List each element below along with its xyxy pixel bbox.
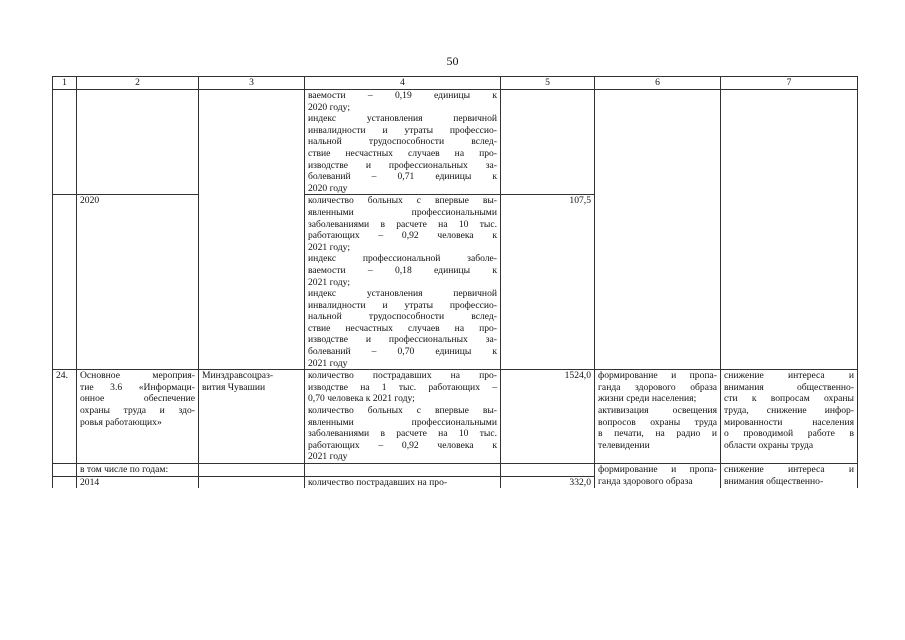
cell-text-line: изводстве и профессиональных за-	[308, 334, 497, 346]
cell-text-line: количество пострадавших на про-	[308, 476, 448, 488]
event-cell: в том числе по годам:	[77, 464, 199, 477]
cell-text-line: изводстве на 1 тыс. работающих –	[308, 381, 497, 393]
cell-text-line: заболеваниями в расчете на 10 тыс.	[308, 218, 497, 230]
row-number-cell	[53, 90, 77, 195]
row-number-cell: 24.	[53, 370, 77, 464]
cell-text-line: 2021 году	[308, 357, 348, 369]
cell-text-line: охраны труда и здо-	[80, 405, 195, 417]
result-cell	[595, 464, 721, 489]
row-number-cell	[53, 476, 77, 488]
cell-text-line: ганда здорового образа	[598, 381, 717, 393]
cell-text-line: Основное мероприя-	[80, 370, 195, 382]
amount-cell: 332,0	[501, 476, 595, 488]
event-cell	[77, 90, 199, 195]
row-number-cell	[53, 464, 77, 477]
executor-cell	[199, 464, 305, 477]
indicator-cell	[305, 195, 501, 370]
cell-text-line: индекс профессиональной заболе-	[308, 253, 497, 265]
cell-text-line: мированности населения	[724, 416, 854, 428]
indicator-cell	[305, 90, 501, 195]
page-number: 50	[446, 54, 459, 68]
cell-text-line: жизни среди населения;	[598, 393, 697, 405]
cell-text-line: 2021 году;	[308, 276, 351, 288]
cell-text-line: 2021 году;	[308, 241, 351, 253]
amount-cell: 1524,0	[501, 370, 595, 464]
header-cell-4: 4	[305, 77, 501, 90]
table-row	[53, 464, 858, 477]
indicator-cell	[305, 476, 501, 488]
table-row	[53, 90, 858, 195]
cell-text-line: онное обеспечение	[80, 393, 195, 405]
cell-text-line: внимания общественно-	[724, 475, 824, 487]
cell-text-line: о проводимой работе в	[724, 428, 854, 440]
header-cell-2: 2	[77, 77, 199, 90]
consequence-cell	[721, 370, 858, 464]
cell-text-line: работающих – 0,92 человека к	[308, 230, 497, 242]
cell-text-line: нальной трудоспособности вслед-	[308, 311, 497, 323]
cell-text-line: инвалидности и утраты профессио-	[308, 299, 497, 311]
cell-text-line: количество больных с впервые вы-	[308, 195, 497, 207]
cell-text-line: индекс установления первичной	[308, 288, 497, 300]
cell-text-line: ствие несчастных случаев на про-	[308, 322, 497, 334]
executor-cell	[199, 370, 305, 464]
amount-cell: 107,5	[501, 195, 595, 370]
header-cell-3: 3	[199, 77, 305, 90]
cell-text-line: сти к вопросам охраны	[724, 393, 854, 405]
cell-text-line: индекс установления первичной	[308, 113, 497, 125]
cell-text-line: нальной трудоспособности вслед-	[308, 136, 497, 148]
cell-text-line: инвалидности и утраты профессио-	[308, 124, 497, 136]
amount-cell	[501, 464, 595, 477]
consequence-cell	[721, 464, 858, 489]
cell-text-line: труда, снижение инфор-	[724, 405, 854, 417]
header-cell-7: 7	[721, 77, 858, 90]
header-cell-6: 6	[595, 77, 721, 90]
cell-text-line: 2020 году	[308, 182, 348, 194]
program-table	[52, 76, 858, 488]
result-cell	[595, 370, 721, 464]
cell-text-line: ваемости – 0,19 единицы к	[308, 90, 497, 101]
cell-text-line: ствие несчастных случаев на про-	[308, 147, 497, 159]
cell-text-line: формирование и пропа-	[598, 370, 717, 382]
cell-text-line: вопросов охраны труда	[598, 416, 717, 428]
header-cell-1: 1	[53, 77, 77, 90]
cell-text-line: внимания общественно-	[724, 381, 854, 393]
cell-text-line: работающих – 0,92 человека к	[308, 439, 497, 451]
event-cell	[77, 370, 199, 464]
event-cell: 2014	[77, 476, 199, 488]
cell-text-line: снижение интереса и	[724, 464, 854, 475]
cell-text-line: в печати, на радио и	[598, 428, 717, 440]
cell-text-line: изводстве и профессиональных за-	[308, 159, 497, 171]
amount-cell	[501, 90, 595, 195]
cell-text-line: 0,70 человека к 2021 году;	[308, 393, 415, 405]
cell-text-line: области охраны труда	[724, 439, 814, 451]
cell-text-line: Минздравсоцраз-	[202, 370, 274, 382]
cell-text-line: явленными профессиональными	[308, 206, 497, 218]
table-row	[53, 370, 858, 464]
header-cell-5: 5	[501, 77, 595, 90]
indicator-cell	[305, 464, 501, 477]
cell-text-line: количество больных с впервые вы-	[308, 405, 497, 417]
cell-text-line: телевидении	[598, 439, 650, 451]
cell-text-line: болеваний – 0,70 единицы к	[308, 346, 497, 358]
cell-text-line: вития Чувашии	[202, 381, 266, 393]
cell-text-line: активизация освещения	[598, 405, 717, 417]
cell-text-line: заболеваниями в расчете на 10 тыс.	[308, 428, 497, 440]
cell-text-line: снижение интереса и	[724, 370, 854, 382]
executor-cell	[199, 476, 305, 488]
executor-cell	[199, 90, 305, 370]
cell-text-line: количество пострадавших на про-	[308, 370, 497, 382]
cell-text-line: 2021 году	[308, 451, 348, 463]
cell-text-line: ровья работающих»	[80, 416, 162, 428]
consequence-cell	[721, 90, 858, 370]
cell-text-line: явленными профессиональными	[308, 416, 497, 428]
row-number-cell	[53, 195, 77, 370]
event-cell: 2020	[77, 195, 199, 370]
indicator-cell	[305, 370, 501, 464]
cell-text-line: ганда здорового образа	[598, 475, 693, 487]
cell-text-line: 2020 году;	[308, 101, 351, 113]
table-header-row	[53, 77, 858, 90]
cell-text-line: болеваний – 0,71 единицы к	[308, 171, 497, 183]
result-cell	[595, 90, 721, 370]
cell-text-line: тие 3.6 «Информаци-	[80, 381, 195, 393]
cell-text-line: формирование и пропа-	[598, 464, 717, 475]
cell-text-line: ваемости – 0,18 единицы к	[308, 264, 497, 276]
